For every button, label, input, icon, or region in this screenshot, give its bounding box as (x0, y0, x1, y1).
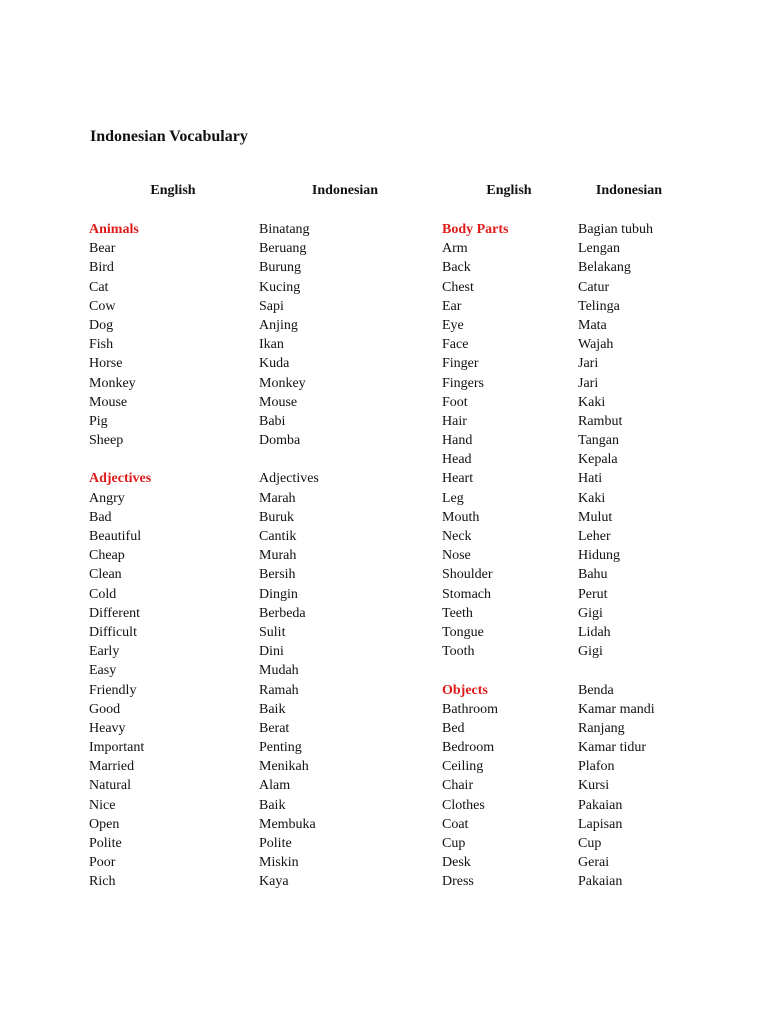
vocabulary-word: Shoulder (442, 567, 493, 583)
vocabulary-word: Alam (259, 778, 291, 794)
vocabulary-word: Stomach (442, 586, 491, 602)
vocabulary-word: Leg (442, 490, 464, 506)
vocabulary-word: Gigi (578, 644, 603, 660)
vocabulary-word: Fingers (442, 375, 484, 391)
vocabulary-word: Pig (89, 413, 108, 429)
vocabulary-word: Nice (89, 797, 116, 813)
vocabulary-word: Leher (578, 529, 611, 544)
vocabulary-word: Bersih (259, 567, 296, 583)
vocabulary-word: Miskin (259, 855, 299, 871)
vocabulary-word: Mouth (442, 509, 480, 525)
vocabulary-word: Jari (578, 375, 599, 391)
vocabulary-word: Fish (89, 337, 114, 353)
vocabulary-word: Chair (442, 778, 474, 794)
vocabulary-word: Monkey (259, 375, 306, 391)
vocabulary-word: Benda (578, 682, 614, 698)
vocabulary-word: Dress (442, 874, 474, 890)
vocabulary-word: Plafon (578, 759, 615, 775)
vocabulary-word: Important (89, 740, 145, 756)
vocabulary-word: Bagian tubuh (578, 222, 654, 237)
vocabulary-word: Tangan (578, 433, 620, 449)
vocabulary-word: Bear (89, 241, 116, 257)
spacer-row (578, 661, 655, 680)
category-heading: Body Parts (442, 222, 509, 237)
vocabulary-word: Mulut (578, 509, 613, 525)
vocabulary-word: Cat (89, 279, 109, 295)
vocabulary-word: Rich (89, 874, 116, 890)
vocabulary-word: Clothes (442, 797, 485, 813)
vocabulary-word: Polite (89, 836, 122, 851)
vocabulary-word: Face (442, 337, 469, 353)
vocabulary-word: Open (89, 816, 120, 832)
vocabulary-word: Pakaian (578, 874, 623, 890)
english-column-right (442, 220, 509, 892)
vocabulary-word: Burung (259, 260, 301, 276)
vocabulary-word: Foot (442, 394, 468, 410)
vocabulary-word: Ceiling (442, 759, 484, 775)
vocabulary-word: Dini (259, 644, 284, 660)
category-heading: Objects (442, 682, 488, 698)
vocabulary-word: Lapisan (578, 816, 623, 832)
vocabulary-word: Cup (578, 836, 602, 851)
column-header-indonesian-right: Indonesian (595, 183, 663, 198)
vocabulary-word: Neck (442, 529, 472, 544)
vocabulary-word: Membuka (259, 816, 316, 832)
vocabulary-word: Different (89, 605, 141, 621)
spacer-row (259, 450, 319, 469)
vocabulary-word: Domba (259, 433, 301, 449)
vocabulary-word: Mouse (89, 394, 128, 410)
vocabulary-word: Berat (259, 720, 290, 736)
vocabulary-word: Catur (578, 279, 610, 295)
vocabulary-word: Kepala (578, 452, 618, 468)
vocabulary-word: Lidah (578, 624, 611, 640)
vocabulary-word: Kuda (259, 356, 290, 372)
vocabulary-word: Lengan (578, 241, 620, 257)
vocabulary-word: Polite (259, 836, 292, 851)
vocabulary-word: Cantik (259, 529, 297, 544)
vocabulary-word: Cow (89, 298, 116, 314)
indonesian-column-right (578, 220, 655, 892)
vocabulary-word: Poor (89, 855, 116, 871)
category-heading: Adjectives (89, 471, 152, 487)
vocabulary-word: Chest (442, 279, 474, 295)
vocabulary-word: Teeth (442, 605, 473, 621)
category-heading: Animals (89, 222, 139, 237)
vocabulary-word: Cold (89, 586, 117, 602)
vocabulary-word: Menikah (259, 759, 309, 775)
vocabulary-word: Pakaian (578, 797, 623, 813)
vocabulary-word: Sulit (259, 624, 286, 640)
vocabulary-word: Dog (89, 317, 114, 333)
vocabulary-word: Mouse (259, 394, 298, 410)
vocabulary-word: Kamar tidur (578, 740, 647, 756)
column-header-indonesian-left: Indonesian (311, 183, 379, 198)
vocabulary-word: Beruang (259, 241, 307, 257)
vocabulary-word: Marah (259, 490, 296, 506)
vocabulary-word: Gigi (578, 605, 603, 621)
vocabulary-word: Kaki (578, 394, 606, 410)
vocabulary-word: Bad (89, 509, 112, 525)
vocabulary-word: Monkey (89, 375, 136, 391)
vocabulary-word: Arm (442, 241, 468, 257)
vocabulary-word: Berbeda (259, 605, 306, 621)
vocabulary-word: Baik (259, 701, 286, 717)
vocabulary-word: Sheep (89, 433, 124, 449)
vocabulary-word: Dingin (259, 586, 298, 602)
vocabulary-word: Murah (259, 548, 297, 564)
vocabulary-word: Cup (442, 836, 466, 851)
vocabulary-word: Kaki (578, 490, 606, 506)
vocabulary-word: Natural (89, 778, 131, 794)
vocabulary-word: Back (442, 260, 471, 276)
vocabulary-word: Mudah (259, 663, 299, 679)
vocabulary-word: Heart (442, 471, 474, 487)
vocabulary-word: Perut (578, 586, 608, 602)
vocabulary-word: Anjing (259, 317, 298, 333)
vocabulary-word: Cheap (89, 548, 125, 564)
vocabulary-word: Rambut (578, 413, 623, 429)
spacer-row (89, 450, 151, 469)
vocabulary-word: Kursi (578, 778, 610, 794)
vocabulary-word: Ramah (259, 682, 299, 698)
vocabulary-word: Jari (578, 356, 599, 372)
indonesian-column-left (259, 220, 319, 892)
vocabulary-word: Bedroom (442, 740, 495, 756)
vocabulary-word: Difficult (89, 624, 137, 640)
vocabulary-word: Bed (442, 720, 465, 736)
vocabulary-word: Baik (259, 797, 286, 813)
vocabulary-word: Early (89, 644, 120, 660)
column-header-english-right: English (486, 183, 532, 198)
vocabulary-word: Hati (578, 471, 603, 487)
vocabulary-word: Babi (259, 413, 286, 429)
vocabulary-word: Hair (442, 413, 467, 429)
vocabulary-word: Kucing (259, 279, 301, 295)
column-header-english-left: English (150, 183, 196, 198)
vocabulary-word: Sapi (259, 298, 284, 314)
vocabulary-word: Kamar mandi (578, 701, 655, 717)
english-column-left (89, 220, 151, 892)
vocabulary-word: Nose (442, 548, 471, 564)
vocabulary-word: Tongue (442, 624, 484, 640)
vocabulary-word: Easy (89, 663, 117, 679)
vocabulary-word: Mata (578, 317, 607, 333)
vocabulary-word: Married (89, 759, 135, 775)
vocabulary-word: Adjectives (259, 471, 319, 487)
vocabulary-word: Clean (89, 567, 122, 583)
vocabulary-word: Hand (442, 433, 473, 449)
vocabulary-word: Beautiful (89, 529, 142, 544)
vocabulary-word: Tooth (442, 644, 475, 660)
vocabulary-word: Kaya (259, 874, 289, 890)
vocabulary-word: Finger (442, 356, 479, 372)
vocabulary-word: Bathroom (442, 701, 498, 717)
vocabulary-word: Angry (89, 490, 125, 506)
vocabulary-word: Horse (89, 356, 123, 372)
vocabulary-word: Gerai (578, 855, 610, 871)
vocabulary-word: Ranjang (578, 720, 625, 736)
vocabulary-word: Ikan (259, 337, 284, 353)
vocabulary-word: Belakang (578, 260, 631, 276)
spacer-row (442, 661, 509, 680)
vocabulary-word: Buruk (259, 509, 294, 525)
document-title: Indonesian Vocabulary (90, 128, 248, 145)
vocabulary-word: Penting (259, 740, 302, 756)
vocabulary-word: Friendly (89, 682, 137, 698)
vocabulary-word: Binatang (259, 222, 310, 237)
vocabulary-word: Wajah (578, 337, 614, 353)
vocabulary-word: Heavy (89, 720, 126, 736)
vocabulary-word: Good (89, 701, 121, 717)
vocabulary-word: Ear (442, 298, 462, 314)
vocabulary-word: Desk (442, 855, 471, 871)
vocabulary-word: Bahu (578, 567, 608, 583)
vocabulary-word: Telinga (578, 298, 620, 314)
vocabulary-word: Coat (442, 816, 469, 832)
vocabulary-word: Bird (89, 260, 114, 276)
vocabulary-word: Eye (442, 317, 464, 333)
vocabulary-word: Head (442, 452, 472, 468)
vocabulary-word: Hidung (578, 548, 620, 564)
